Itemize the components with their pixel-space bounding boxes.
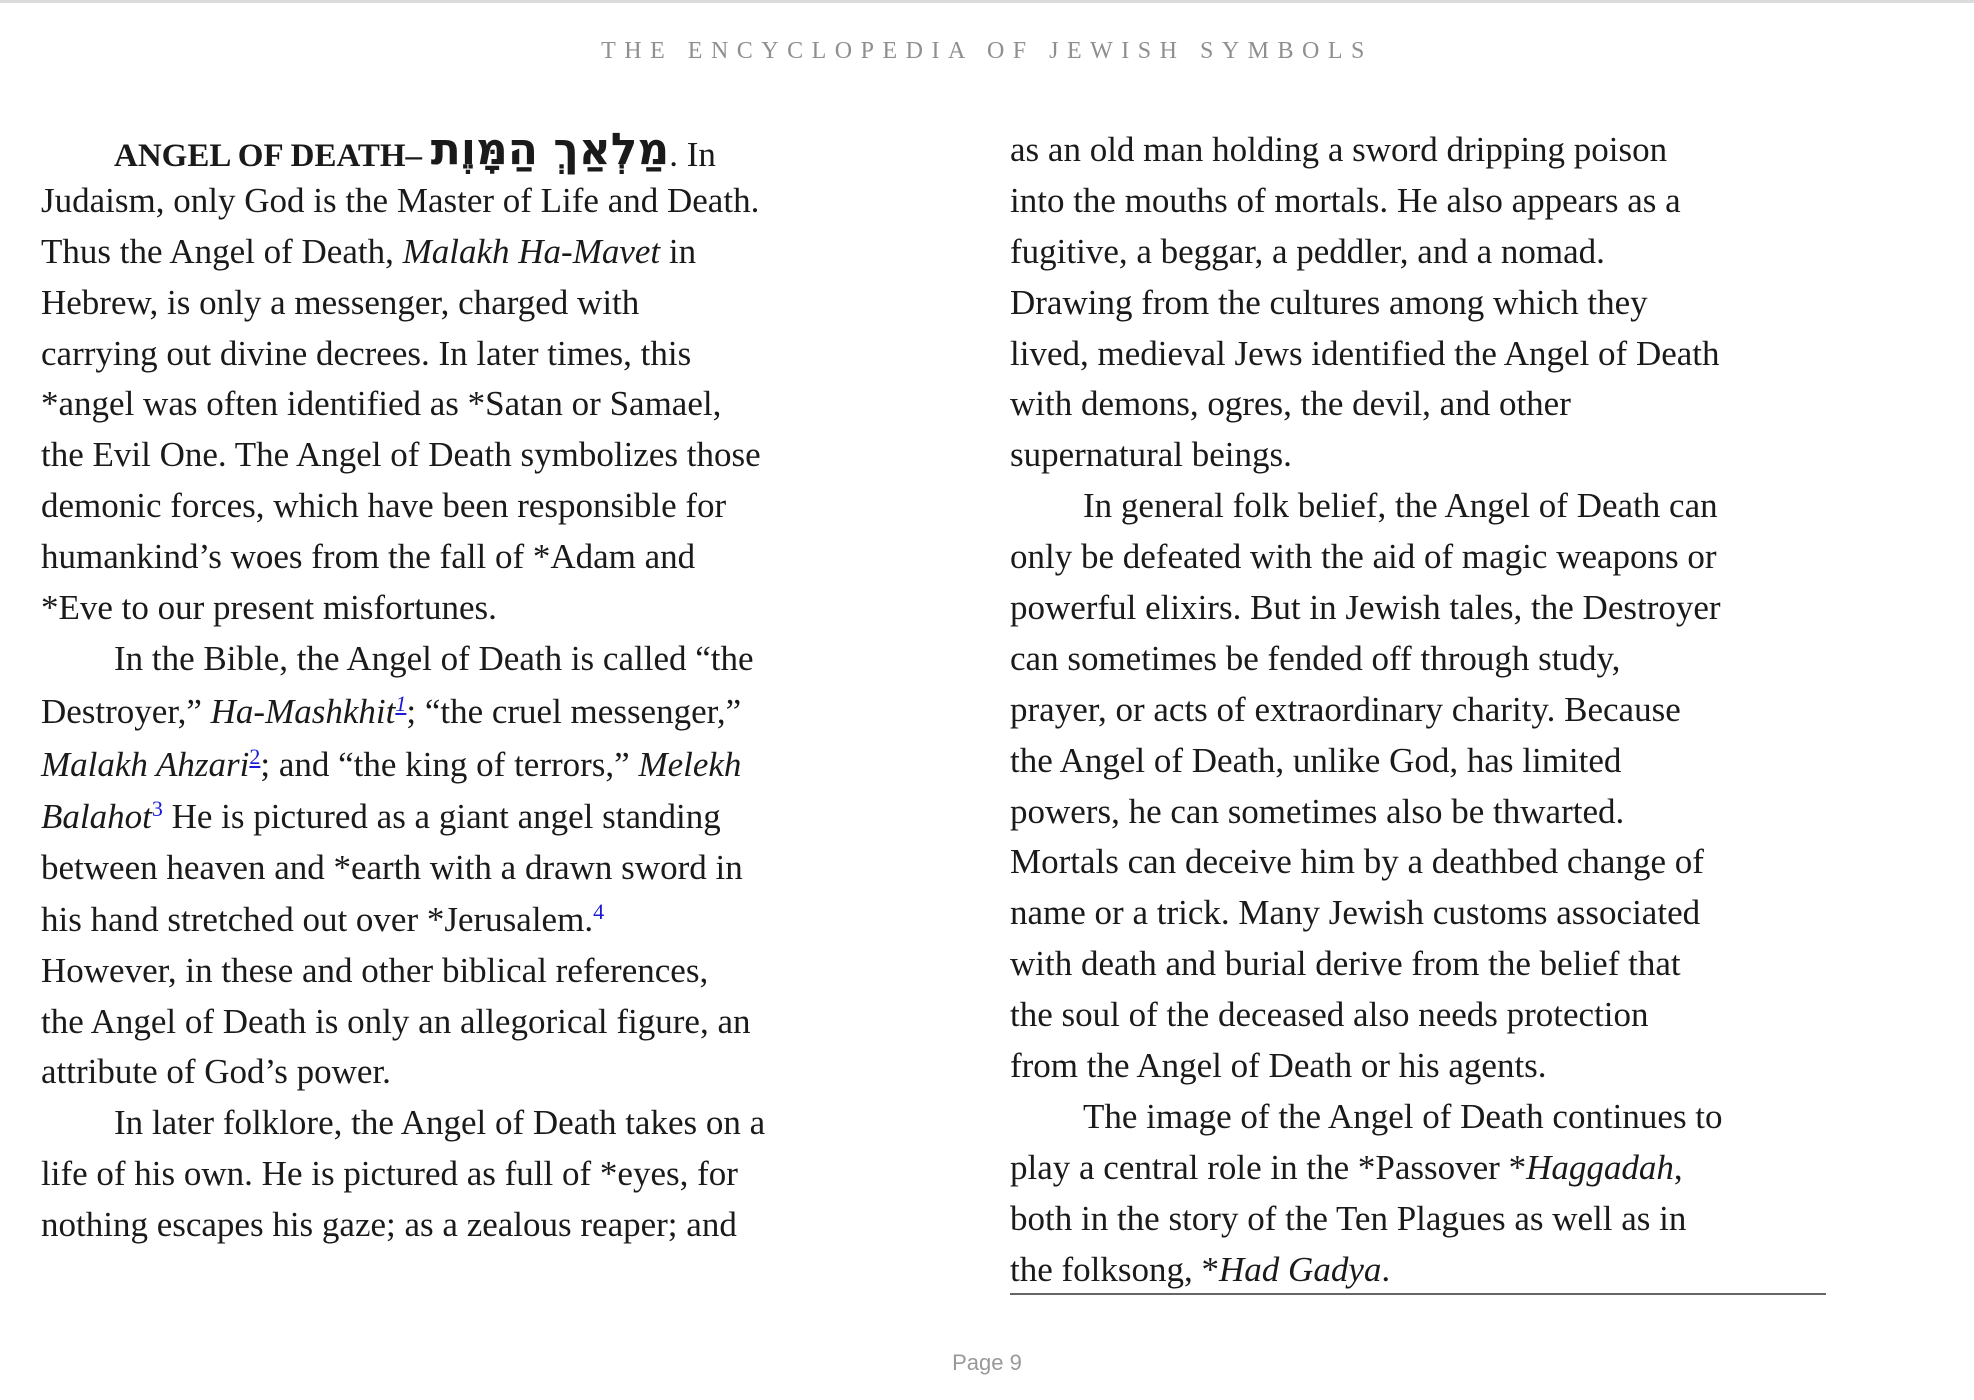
text-line (41, 227, 871, 278)
text-span: . (1381, 1249, 1391, 1289)
text-span: , (1673, 1147, 1683, 1187)
text-line: attribute of God’s power. (41, 1052, 391, 1092)
right-column (1010, 125, 1850, 1295)
text-line (41, 894, 871, 946)
text-line: the Angel of Death, unlike God, has limited (1010, 740, 1622, 780)
text-line: supernatural beings. (1010, 435, 1292, 475)
text-line: as an old man holding a sword dripping poison (1010, 130, 1668, 169)
text-line: with death and burial derive from the belief that (1010, 944, 1681, 984)
text-line: Drawing from the cultures among which they (1010, 282, 1648, 322)
text-line: the Evil One. The Angel of Death symbolizes those (41, 435, 761, 475)
italic-term: Had Gadya (1219, 1249, 1382, 1289)
footnote-link-3[interactable]: 3 (151, 795, 163, 821)
text-line: *angel was often identified as *Satan or Samael, (41, 384, 722, 424)
running-head: THE ENCYCLOPEDIA OF JEWISH SYMBOLS (601, 38, 1373, 64)
italic-term: Malakh Ahzari (41, 744, 250, 784)
text-line: Mortals can deceive him by a deathbed change of (1010, 842, 1704, 882)
text-line: In the Bible, the Angel of Death is called “the (114, 638, 754, 678)
text-line: lived, medieval Jews identified the Angel of Death (1010, 333, 1720, 373)
text-line: only be defeated with the aid of magic weapons or (1010, 537, 1717, 577)
text-line: between heaven and *earth with a drawn sword in (41, 847, 743, 887)
text-line: both in the story of the Ten Plagues as well as in (1010, 1198, 1687, 1238)
text-line: Judaism, only God is the Master of Life and Death. (41, 180, 760, 220)
text-line: *Eve to our present misfortunes. (41, 588, 497, 628)
text-line: from the Angel of Death or his agents. (1010, 1046, 1547, 1086)
text-span: Destroyer,” (41, 691, 211, 731)
entry-headword: ANGEL OF DEATH– (114, 138, 423, 174)
text-line: The image of the Angel of Death continues to (1083, 1096, 1723, 1136)
italic-term: Ha-Mashkhit (210, 691, 396, 731)
footnote-link-1[interactable]: 1 (395, 690, 407, 716)
text-line (41, 685, 871, 738)
text-line (41, 738, 871, 791)
top-border (0, 0, 1974, 3)
hebrew-headword: מַלְאַךְ הַמָּוֶת (430, 124, 670, 175)
text-span: play a central role in the *Passover * (1010, 1147, 1527, 1187)
text-span: He is pictured as a giant angel standing (162, 796, 721, 836)
text-span: in (660, 231, 697, 271)
text-line: powers, he can sometimes also be thwarted. (1010, 791, 1625, 831)
text-line: carrying out divine decrees. In later times, this (41, 333, 692, 373)
left-column (41, 125, 871, 1251)
italic-term: Haggadah (1526, 1147, 1674, 1187)
text-line: life of his own. He is pictured as full of *eyes, for (41, 1154, 738, 1194)
text-line: with demons, ogres, the devil, and other (1010, 384, 1571, 424)
text-line (41, 791, 871, 843)
footnote-link-4[interactable]: 4 (593, 898, 605, 924)
text-line: the Angel of Death is only an allegorical figure, an (41, 1001, 751, 1041)
text-line (1010, 1245, 1850, 1296)
italic-term: Balahot (41, 796, 152, 836)
italic-term: Melekh (638, 744, 742, 784)
text-line: Hebrew, is only a messenger, charged with (41, 282, 640, 322)
text-line: fugitive, a beggar, a peddler, and a nomad. (1010, 231, 1605, 271)
text-line: into the mouths of mortals. He also appears as a (1010, 180, 1681, 220)
section-end-rule (1010, 1293, 1826, 1295)
text-line: However, in these and other biblical references, (41, 950, 709, 990)
text-span: his hand stretched out over *Jerusalem. (41, 899, 594, 939)
text-span: Thus the Angel of Death, (41, 231, 403, 271)
entry-heading-continuation: . In (669, 135, 716, 174)
text-line: humankind’s woes from the fall of *Adam and (41, 537, 696, 577)
text-line: In later folklore, the Angel of Death takes on a (114, 1103, 766, 1143)
footnote-link-2[interactable]: 2 (249, 743, 261, 769)
text-line: In general folk belief, the Angel of Death can (1083, 486, 1718, 526)
text-line: name or a trick. Many Jewish customs associated (1010, 893, 1701, 933)
text-line: prayer, or acts of extraordinary charity. Because (1010, 689, 1681, 729)
text-span: ; “the cruel messenger,” (406, 691, 742, 731)
text-line: demonic forces, which have been responsible for (41, 486, 727, 526)
italic-term: Malakh Ha-Mavet (402, 231, 661, 271)
text-span: the folksong, * (1010, 1249, 1220, 1289)
entry-heading-line (41, 125, 871, 176)
text-line: nothing escapes his gaze; as a zealous reaper; and (41, 1205, 737, 1245)
text-line: can sometimes be fended off through study, (1010, 638, 1621, 678)
page-number: Page 9 (952, 1350, 1022, 1375)
text-line: the soul of the deceased also needs protection (1010, 995, 1649, 1035)
text-line (1010, 1143, 1850, 1194)
text-span: ; and “the king of terrors,” (260, 744, 639, 784)
text-line: powerful elixirs. But in Jewish tales, the Destroyer (1010, 588, 1721, 628)
